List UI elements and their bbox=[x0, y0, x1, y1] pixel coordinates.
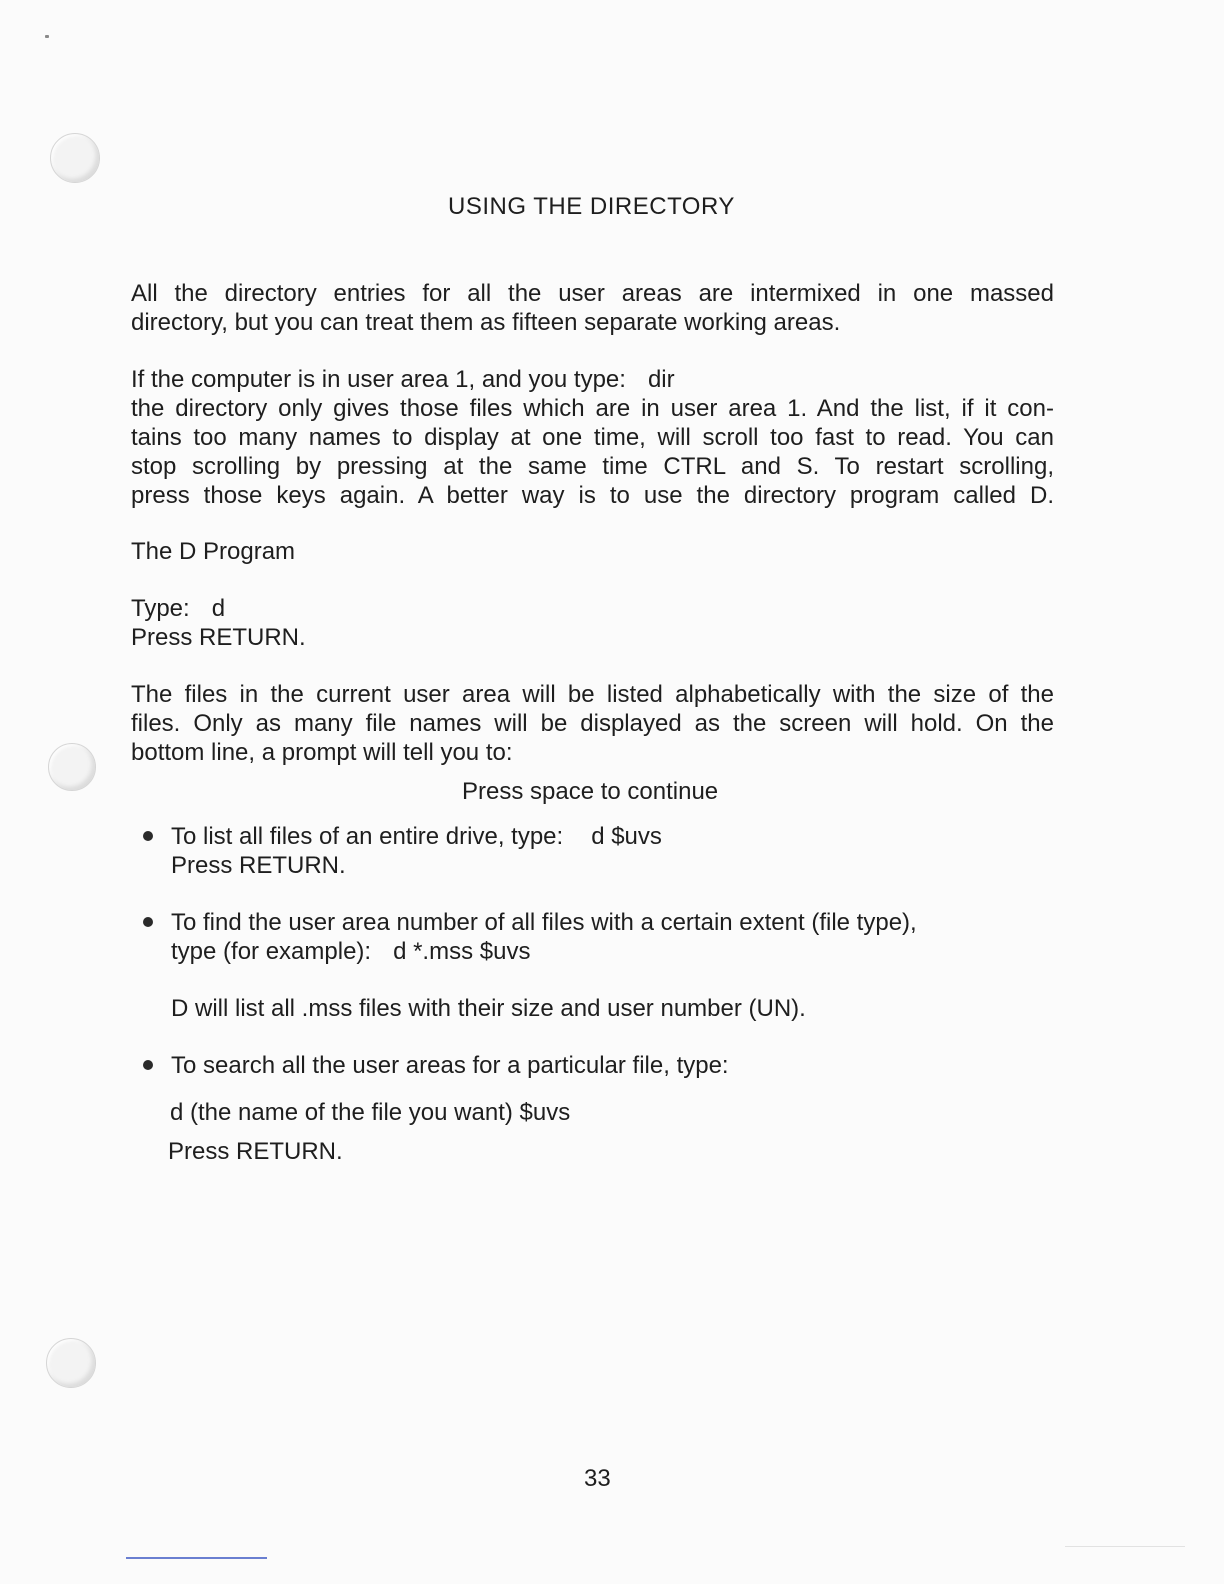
dir-paragraph bbox=[131, 365, 1054, 510]
dir-instruction: If the computer is in user area 1, and you type: bbox=[131, 366, 626, 393]
text-line: the directory only gives those files which are in user area 1. And the list, if it con- bbox=[131, 395, 1054, 422]
press-return-text: Press RETURN. bbox=[171, 852, 346, 879]
bullet-dot bbox=[143, 917, 153, 927]
type-block bbox=[131, 594, 1054, 652]
binder-hole-top bbox=[50, 133, 100, 183]
listing-paragraph bbox=[131, 680, 1054, 767]
scan-speck bbox=[45, 35, 49, 38]
centered-prompt: Press space to continue bbox=[462, 778, 719, 805]
text-line: tains too many names to display at one time, will scroll too fast to read. You can bbox=[131, 424, 1054, 451]
bullet-dot bbox=[143, 831, 153, 841]
bullet-dot bbox=[143, 1060, 153, 1070]
text-line: press those keys again. A better way is to use the directory program called D. bbox=[131, 482, 1054, 509]
press-return-text: Press RETURN. bbox=[168, 1138, 343, 1165]
type-command: d bbox=[211, 595, 226, 622]
intro-paragraph bbox=[131, 279, 1054, 337]
section-subheading: The D Program bbox=[131, 538, 296, 565]
text-line: The files in the current user area will be listed alphabetically with the size of the bbox=[131, 681, 1054, 708]
press-return-text: Press RETURN. bbox=[131, 624, 306, 651]
page-number: 33 bbox=[584, 1465, 611, 1492]
dir-command: dir bbox=[647, 366, 675, 393]
text-line bbox=[131, 594, 1054, 623]
faint-scan-line bbox=[1065, 1546, 1185, 1547]
text-line: files. Only as many file names will be displayed as the screen will hold. On the bbox=[131, 710, 1054, 737]
bullet-text: type (for example): bbox=[171, 938, 372, 965]
bullet-command: d $uvs bbox=[591, 823, 662, 850]
text-line bbox=[131, 365, 1054, 394]
bullet-command: d *.mss $uvs bbox=[393, 938, 531, 965]
binder-hole-middle bbox=[48, 743, 96, 791]
bullet-command: d (the name of the file you want) $uvs bbox=[170, 1099, 571, 1126]
text-line: All the directory entries for all the user areas are intermixed in one massed bbox=[131, 280, 1054, 307]
type-label: Type: bbox=[131, 595, 190, 622]
bullet-item-find-user-area bbox=[171, 908, 917, 966]
text-line: To find the user area number of all files with a certain extent (file type), bbox=[171, 909, 917, 936]
text-line: directory, but you can treat them as fifteen separate working areas. bbox=[131, 309, 841, 336]
text-line bbox=[171, 822, 662, 851]
blue-underline-mark bbox=[126, 1557, 267, 1559]
bullet-note: D will list all .mss files with their size and user number (UN). bbox=[171, 995, 806, 1022]
bullet-item-list-drive bbox=[171, 822, 662, 880]
text-line: bottom line, a prompt will tell you to: bbox=[131, 739, 513, 766]
bullet-item-search-file: To search all the user areas for a particular file, type: bbox=[171, 1052, 729, 1079]
binder-hole-bottom bbox=[46, 1338, 96, 1388]
text-line bbox=[171, 937, 917, 966]
page-title: USING THE DIRECTORY bbox=[448, 193, 735, 220]
bullet-text: To list all files of an entire drive, type: bbox=[171, 823, 564, 850]
text-line: stop scrolling by pressing at the same time CTRL and S. To restart scrolling, bbox=[131, 453, 1054, 480]
